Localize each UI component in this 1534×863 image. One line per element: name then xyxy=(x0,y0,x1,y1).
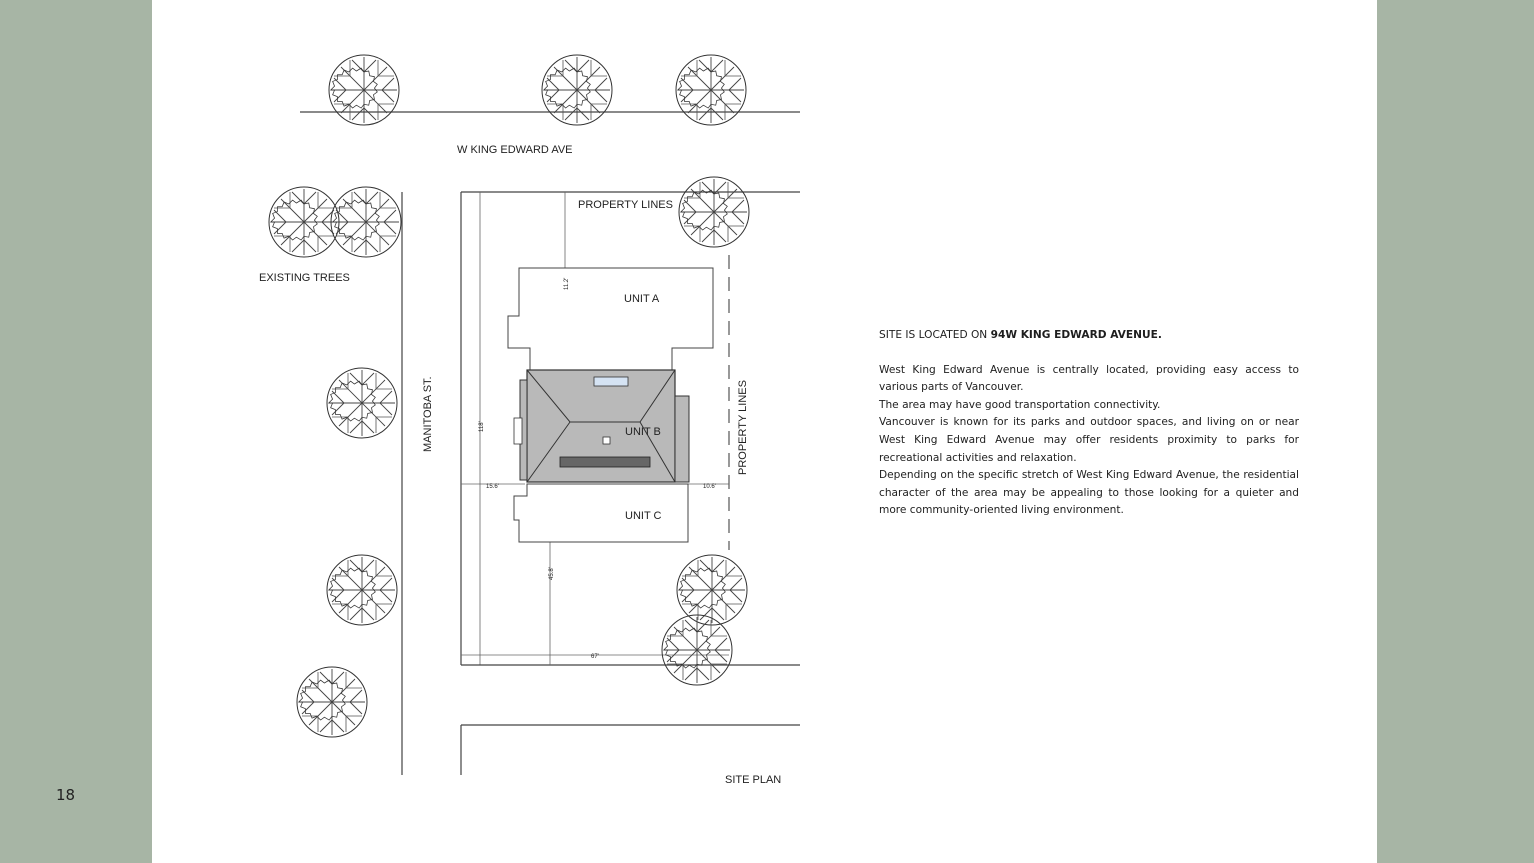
unit-b-label: UNIT B xyxy=(625,426,661,438)
street-label-top: W KING EDWARD AVE xyxy=(457,144,573,156)
tree-icon xyxy=(269,187,339,257)
heading-prefix: SITE IS LOCATED ON xyxy=(879,329,991,341)
tree-icon xyxy=(542,55,612,125)
unit-a-label: UNIT A xyxy=(624,293,660,305)
site-plan-caption: SITE PLAN xyxy=(725,774,782,786)
tree-icon xyxy=(329,55,399,125)
site-description xyxy=(879,327,1299,520)
tree-icon xyxy=(676,55,746,125)
tree-icon xyxy=(327,555,397,625)
description-paragraph: West King Edward Avenue is centrally located, providing easy access to various parts of Vancouver. xyxy=(879,363,1299,394)
tree-icon xyxy=(297,667,367,737)
tree-icon xyxy=(677,555,747,625)
description-paragraph: Vancouver is known for its parks and outdoor spaces, and living on or near West King Edward Avenue may offer residents proximity to parks for recreational activities and relaxation. xyxy=(879,416,1299,464)
description-heading xyxy=(879,327,1299,345)
existing-trees-label: EXISTING TREES xyxy=(259,272,350,284)
page-number: 18 xyxy=(56,786,76,804)
tree-icon xyxy=(679,177,749,247)
street-label-left: MANITOBA ST. xyxy=(422,376,434,452)
property-lines-label-top: PROPERTY LINES xyxy=(578,199,673,211)
dim-right-side: 10.6' xyxy=(703,484,716,490)
tree-icon xyxy=(662,615,732,685)
dim-left-side: 15.6' xyxy=(486,484,499,490)
description-paragraph: The area may have good transportation connectivity. xyxy=(879,398,1161,411)
unit-c-label: UNIT C xyxy=(625,510,662,522)
dim-bottom: 67' xyxy=(591,654,599,660)
property-lines-label-side: PROPERTY LINES xyxy=(737,380,749,475)
description-paragraph: Depending on the specific stretch of West King Edward Avenue, the residential character of the area may be appealing to those looking for a quieter and more community-oriented living environment. xyxy=(879,469,1299,517)
tree-icon xyxy=(331,187,401,257)
dim-lot-depth: 118' xyxy=(479,421,485,432)
dim-top-setback: 11.2' xyxy=(564,277,570,290)
heading-address: 94W KING EDWARD AVENUE. xyxy=(990,329,1162,341)
dim-rear: 45.8' xyxy=(549,567,555,580)
tree-icon xyxy=(327,368,397,438)
